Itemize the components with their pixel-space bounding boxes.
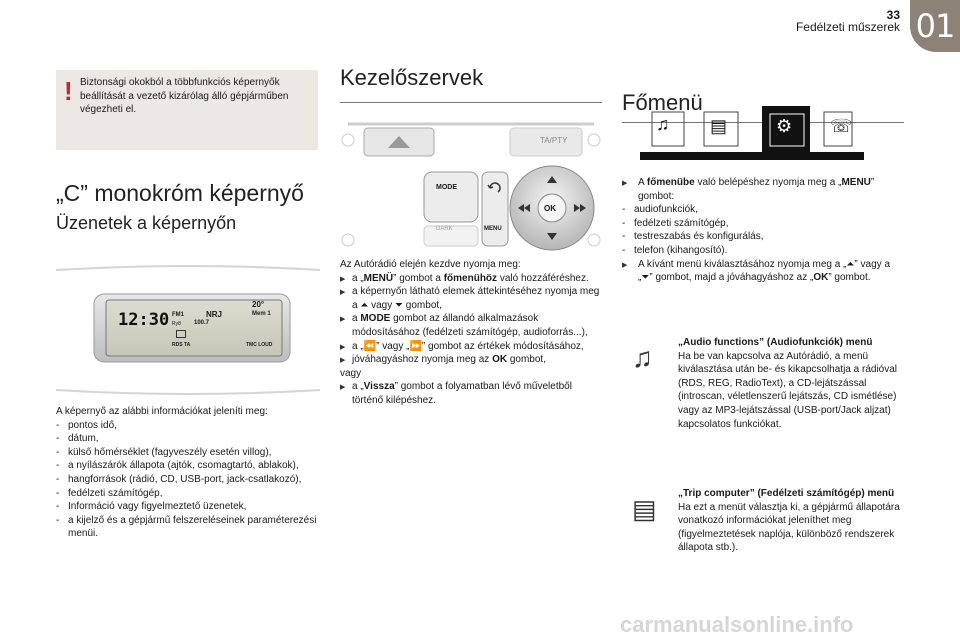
text: ” gombot:	[638, 177, 875, 202]
page-number: 33	[886, 8, 900, 22]
text: ” (Fedélzeti számítógép) menü	[749, 488, 895, 499]
subheading-messages: Üzenetek a képernyőn	[56, 213, 237, 233]
list-item: - a nyílászárók állapota (ajtók, csomagtartó, ablakok),	[56, 459, 320, 473]
list-item: - telefon (kihangosító).	[622, 244, 904, 258]
phone-icon[interactable]: ☏	[830, 116, 853, 136]
back-keyword: Vissza	[363, 381, 395, 393]
text: Audio functions	[683, 337, 760, 348]
display-band: FM1	[172, 312, 184, 318]
ok-keyword: OK	[492, 354, 508, 366]
audio-functions-text: Ha be van kapcsolva az Autórádió, a menü kiválasztása után be- és kikapcsolhatja a rádióval (RDS, REG, RadioText), a CD-lejátszással (introscan, véletlenszerű lejátszás, CD ismétlése) vagy az MP3-lejátszással (USB-port/Jack aljzat) kapcsolatos funkciókat.	[678, 350, 898, 430]
main-menu-keyword: főmenühöz	[443, 272, 498, 284]
display-illustration	[56, 262, 320, 398]
text: gombot az állandó alkalmazások módosításához (fedélzeti számítógép, audioforrás...),	[352, 313, 588, 338]
trip-computer-block	[678, 487, 906, 555]
audio-functions-block	[678, 336, 906, 431]
menu-keyword: MENÜ	[363, 272, 394, 284]
or-text: vagy	[340, 367, 362, 379]
menu-keyword: MENU	[841, 177, 871, 188]
instruction-back	[340, 380, 602, 407]
trip-computer-text: Ha ezt a menüt választja ki, a gépjármű állapotára vonatkozó információkat jeleníthet meg (figyelmeztetések naplója, különböző rendszerek állapota stb.).	[678, 501, 900, 554]
display-svg	[56, 262, 320, 398]
list-item: - testreszabás és konfigurálás,	[622, 230, 904, 244]
controls-instructions	[340, 258, 602, 408]
instruction-values: ▶ a „⏪” vagy „⏩” gombot az értékek módosításához,	[340, 340, 602, 354]
audio-functions-icon: ♫	[632, 342, 653, 373]
text: jóváhagyáshoz nyomja meg az	[352, 354, 493, 366]
ok-keyword: OK	[813, 272, 829, 284]
list-item: - dátum,	[56, 432, 320, 446]
instruction-menu	[340, 272, 602, 286]
display-temp: 20°	[252, 300, 265, 309]
audio-menu-icon[interactable]: ♫	[656, 114, 670, 134]
text: gombot,	[507, 354, 546, 366]
text: „	[678, 337, 683, 348]
text: ” (Audiofunkciók) menü	[759, 337, 873, 348]
ta-pty-button[interactable]: TA/PTY	[540, 136, 568, 145]
text: A	[638, 177, 647, 188]
instruction-select-menu	[622, 258, 904, 285]
chapter-tab	[910, 0, 960, 52]
text: ” gombot a folyamatban lévő műveletből történő kilépéshez.	[352, 381, 572, 406]
watermark: carmanualsonline.info	[620, 612, 854, 637]
display-info-list	[56, 419, 320, 541]
display-time: 12:30	[118, 310, 170, 330]
list-item: - külső hőmérséklet (fagyveszély esetén villog),	[56, 446, 320, 460]
instruction-browse: ▶ a képernyőn látható elemek áttekintéséhez nyomja meg a ⏶ vagy ⏷ gombot,	[340, 285, 602, 312]
text: ” gombot a	[393, 272, 444, 284]
text: a	[352, 313, 361, 325]
display-rds: RDS TA	[172, 342, 191, 348]
settings-icon[interactable]: ⚙	[776, 116, 793, 136]
display-frequency: 100.7	[194, 320, 210, 326]
list-item: - Információ vagy figyelmeztető üzenetek,	[56, 500, 320, 514]
mode-keyword: MODE	[360, 313, 391, 325]
instruction-mode	[340, 312, 602, 339]
ok-button[interactable]: OK	[544, 204, 556, 213]
display-station: NRJ	[206, 310, 223, 319]
text: „	[678, 488, 683, 499]
controls-illustration	[340, 120, 602, 252]
main-menu-strip	[640, 104, 864, 160]
list-item: - fedélzeti számítógép,	[56, 487, 320, 501]
instruction-ok	[340, 353, 602, 367]
instruction-enter-menu	[622, 176, 904, 203]
text: Trip computer	[683, 488, 750, 499]
display-rds-tag: Ry8	[172, 321, 181, 327]
list-item: - a kijelző és a gépjármű felszereléseinek paraméterezési menüi.	[56, 514, 320, 541]
menu-list	[622, 203, 904, 257]
list-item: - fedélzeti számítógép,	[622, 217, 904, 231]
display-info-block	[56, 405, 320, 541]
main-menu-instructions	[622, 176, 904, 285]
section-heading-main-menu: Főmenü	[622, 90, 703, 115]
audio-functions-heading	[678, 336, 906, 350]
car-doors-icon	[176, 330, 186, 338]
warning-text: Biztonsági okokból a többfunkciós képernyők beállítását a vezető kizárólag álló gépjárműben végezheti el.	[80, 77, 289, 115]
trip-computer-icon[interactable]: ▤	[710, 116, 728, 136]
trip-computer-heading	[678, 487, 906, 501]
text: való hozzáféréshez.	[497, 272, 589, 284]
menu-button[interactable]: MENU	[484, 226, 502, 232]
list-item: - hangforrások (rádió, CD, USB-port, jack-csatlakozó),	[56, 473, 320, 487]
section-heading-display: „C” monokróm képernyő	[56, 180, 304, 206]
text: a „	[352, 272, 364, 284]
text: való belépéshez nyomja meg a „	[694, 177, 842, 188]
section-title: Fedélzeti műszerek	[795, 20, 900, 34]
warning-icon: !	[64, 76, 73, 106]
display-tmc: TMC LOUD	[246, 342, 273, 348]
dark-button[interactable]: DARK	[436, 226, 453, 232]
main-menu-keyword: főmenübe	[646, 177, 695, 188]
chapter-number: 01	[915, 7, 955, 45]
list-item: - pontos idő,	[56, 419, 320, 433]
trip-computer-menu-icon: ▤	[632, 494, 657, 524]
divider	[340, 102, 602, 103]
text: A kívánt menü kiválasztásához nyomja meg a „⏶” vagy a „⏷” gombot, majd a jóváhagyáshoz az „	[638, 258, 891, 284]
mode-button[interactable]: MODE	[436, 184, 457, 191]
controls-intro: Az Autórádió elején kezdve nyomja meg:	[340, 259, 521, 270]
section-heading-controls: Kezelőszervek	[340, 65, 484, 90]
display-info-intro: A képernyő az alábbi információkat jeleníti meg:	[56, 406, 268, 417]
display-mem: Mem 1	[252, 311, 271, 317]
list-item: - audiofunkciók,	[622, 203, 904, 217]
text: a „	[352, 381, 364, 393]
text: ” gombot.	[828, 272, 871, 284]
